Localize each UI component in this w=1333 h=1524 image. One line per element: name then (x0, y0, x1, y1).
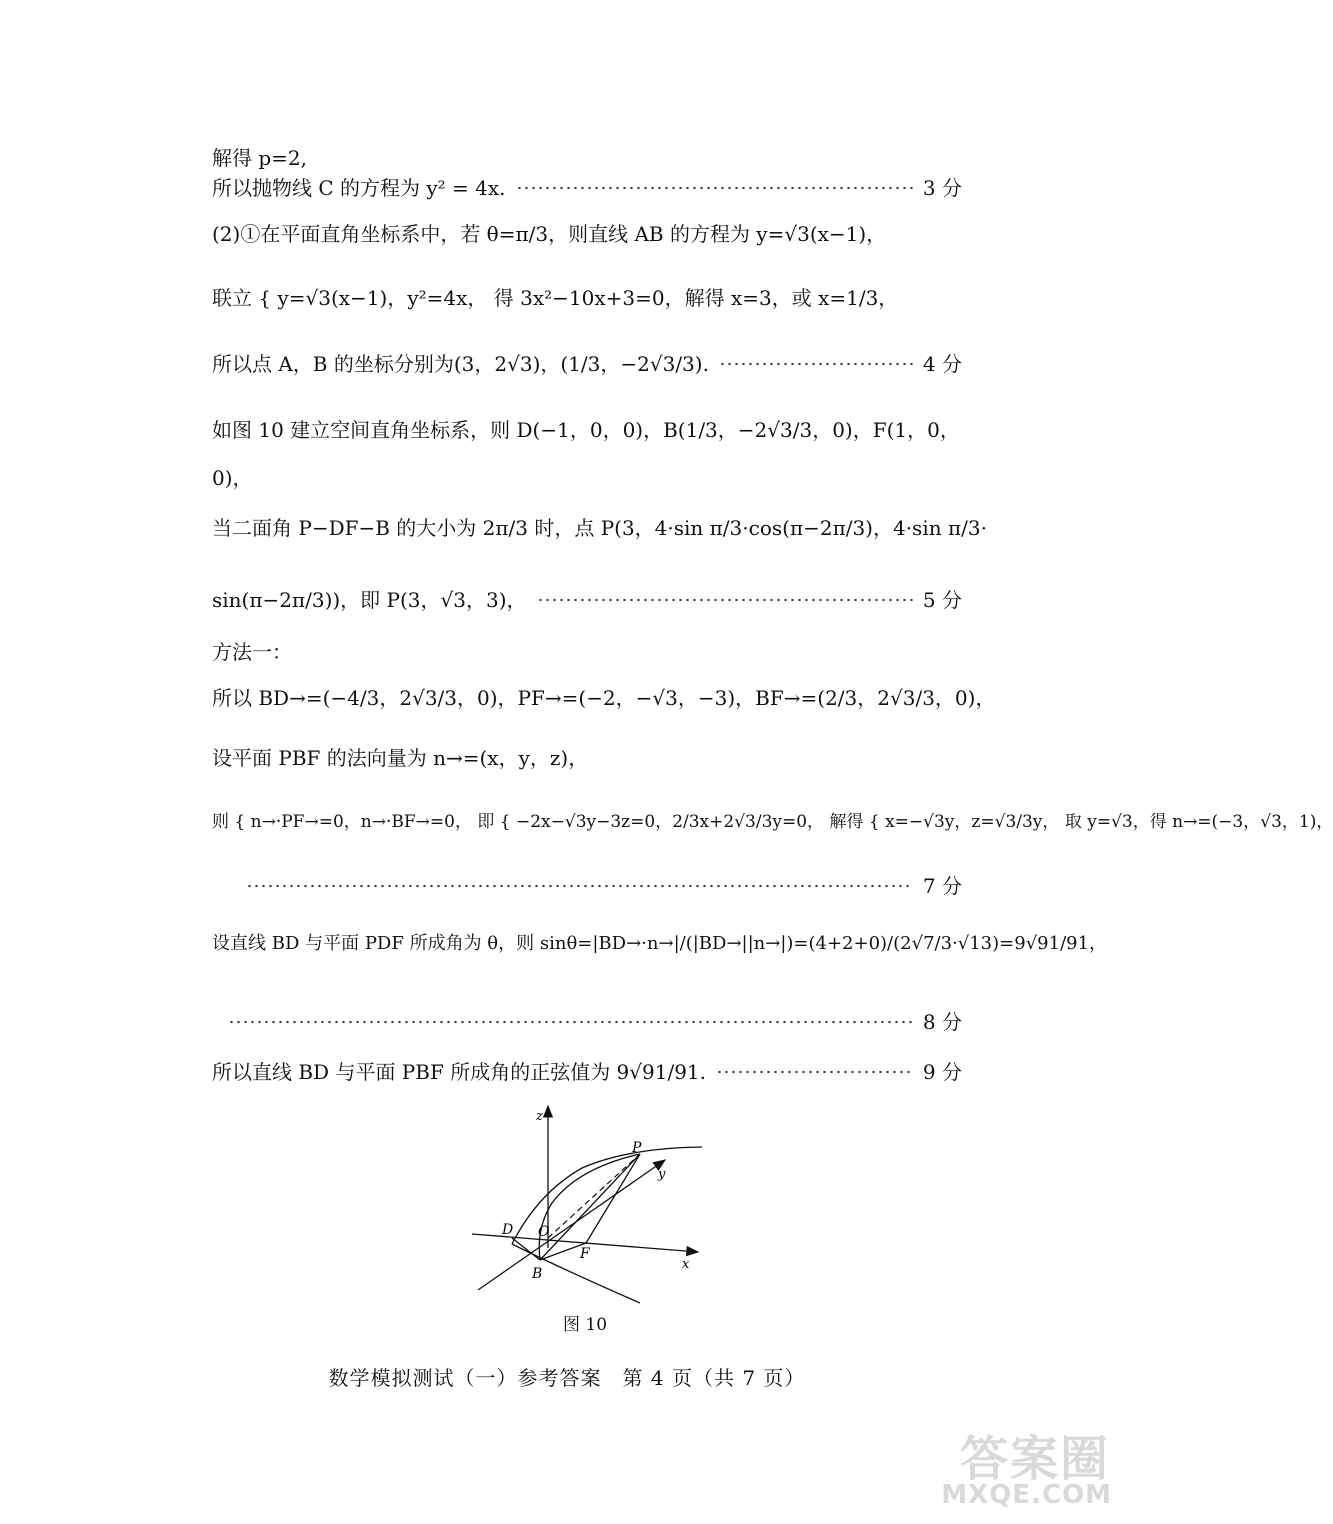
dot-leader (716, 1070, 913, 1074)
line-3 (212, 220, 962, 248)
label-z: z (536, 1109, 543, 1124)
score-label: 8 分 (922, 1010, 962, 1034)
line-7 (212, 464, 962, 492)
line-13 (212, 808, 1333, 836)
line-1 (212, 144, 962, 172)
label-o: O (538, 1224, 550, 1240)
figure-caption: 图 10 (562, 1315, 608, 1335)
score-label: 9 分 (922, 1060, 962, 1084)
dot-leader (537, 598, 913, 602)
line-text: 所以点 A，B 的坐标分别为(3，2√3)，(1/3，−2√3/3). (212, 352, 709, 376)
segment-pf (586, 1154, 640, 1243)
line-14 (246, 872, 962, 900)
line-text: sin(π−2π/3))，即 P(3，√3，3)， (212, 588, 527, 612)
line-text: 如图 10 建立空间直角坐标系，则 D(−1，0，0)，B(1/3，−2√3/3，0)，F(1，0， (212, 418, 960, 442)
line-text: 联立 { y=√3(x−1)，y²=4x， 得 3x²−10x+3=0，解得 x=3，或 x=1/3， (212, 286, 899, 310)
line-text: 设平面 PBF 的法向量为 n→=(x，y，z)， (212, 746, 589, 770)
dot-leader (516, 186, 913, 190)
figure-10-diagram (460, 1098, 710, 1308)
watermark-en: MXQE.COM (941, 1480, 1112, 1510)
page-footer: 数学模拟测试（一）参考答案 第 4 页（共 7 页） (328, 1366, 806, 1390)
dot-leader (719, 362, 913, 366)
line-text: 所以直线 BD 与平面 PBF 所成角的正弦值为 9√91/91. (212, 1060, 707, 1084)
watermark-cn: 答案圈 (959, 1431, 1110, 1487)
label-y: y (658, 1167, 666, 1182)
label-p: P (632, 1140, 642, 1156)
segment-pb (540, 1154, 640, 1260)
label-d: D (502, 1222, 514, 1238)
line-12 (212, 744, 962, 772)
watermark-logo (941, 1420, 1116, 1512)
line-text: (2)①在平面直角坐标系中，若 θ=π/3，则直线 AB 的方程为 y=√3(x−1)， (212, 222, 887, 246)
line-text: 解得 p=2, (212, 146, 307, 170)
line-15 (212, 930, 1108, 958)
label-b: B (532, 1266, 543, 1282)
label-x: x (682, 1257, 690, 1272)
line-17 (212, 1058, 962, 1086)
score-label: 7 分 (922, 874, 962, 898)
dashed-op (548, 1154, 640, 1238)
line-4 (212, 284, 962, 312)
line-text: 则 { n→·PF→=0，n→·BF→=0， 即 { −2x−√3y−3z=0，2/3x+2√3/3y=0， 解得 { x=−√3y，z=√3/3y， 取 y=√3，得 n→=(−3，√3，1)， (212, 812, 1333, 832)
line-10 (212, 638, 962, 666)
line-text: 所以 BD→=(−4/3，2√3/3，0)，PF→=(−2，−√3，−3)，BF→=(2/3，2√3/3，0)， (212, 686, 996, 710)
score-label: 5 分 (922, 588, 962, 612)
line-text: 所以抛物线 C 的方程为 y² = 4x. (212, 176, 506, 200)
line-2 (212, 174, 962, 202)
label-f: F (580, 1246, 590, 1262)
line-8 (212, 514, 987, 542)
dot-leader (246, 884, 913, 888)
line-5 (212, 350, 962, 378)
line-9 (212, 586, 962, 614)
line-text: 当二面角 P−DF−B 的大小为 2π/3 时，点 P(3，4·sin π/3·cos(π−2π/3)，4·sin π/3· (212, 516, 987, 540)
dot-leader (228, 1020, 913, 1024)
line-16 (228, 1008, 962, 1036)
line-text: 0)， (212, 466, 253, 490)
line-text: 设直线 BD 与平面 PDF 所成角为 θ，则 sinθ=|BD→·n→|/(|BD→||n→|)=(4+2+0)/(2√7/3·√13)=9√91/91， (212, 933, 1108, 954)
line-11 (212, 684, 996, 712)
score-label: 4 分 (922, 352, 962, 376)
line-text: 方法一： (212, 640, 292, 664)
line-6 (212, 416, 962, 444)
score-label: 3 分 (922, 176, 962, 200)
